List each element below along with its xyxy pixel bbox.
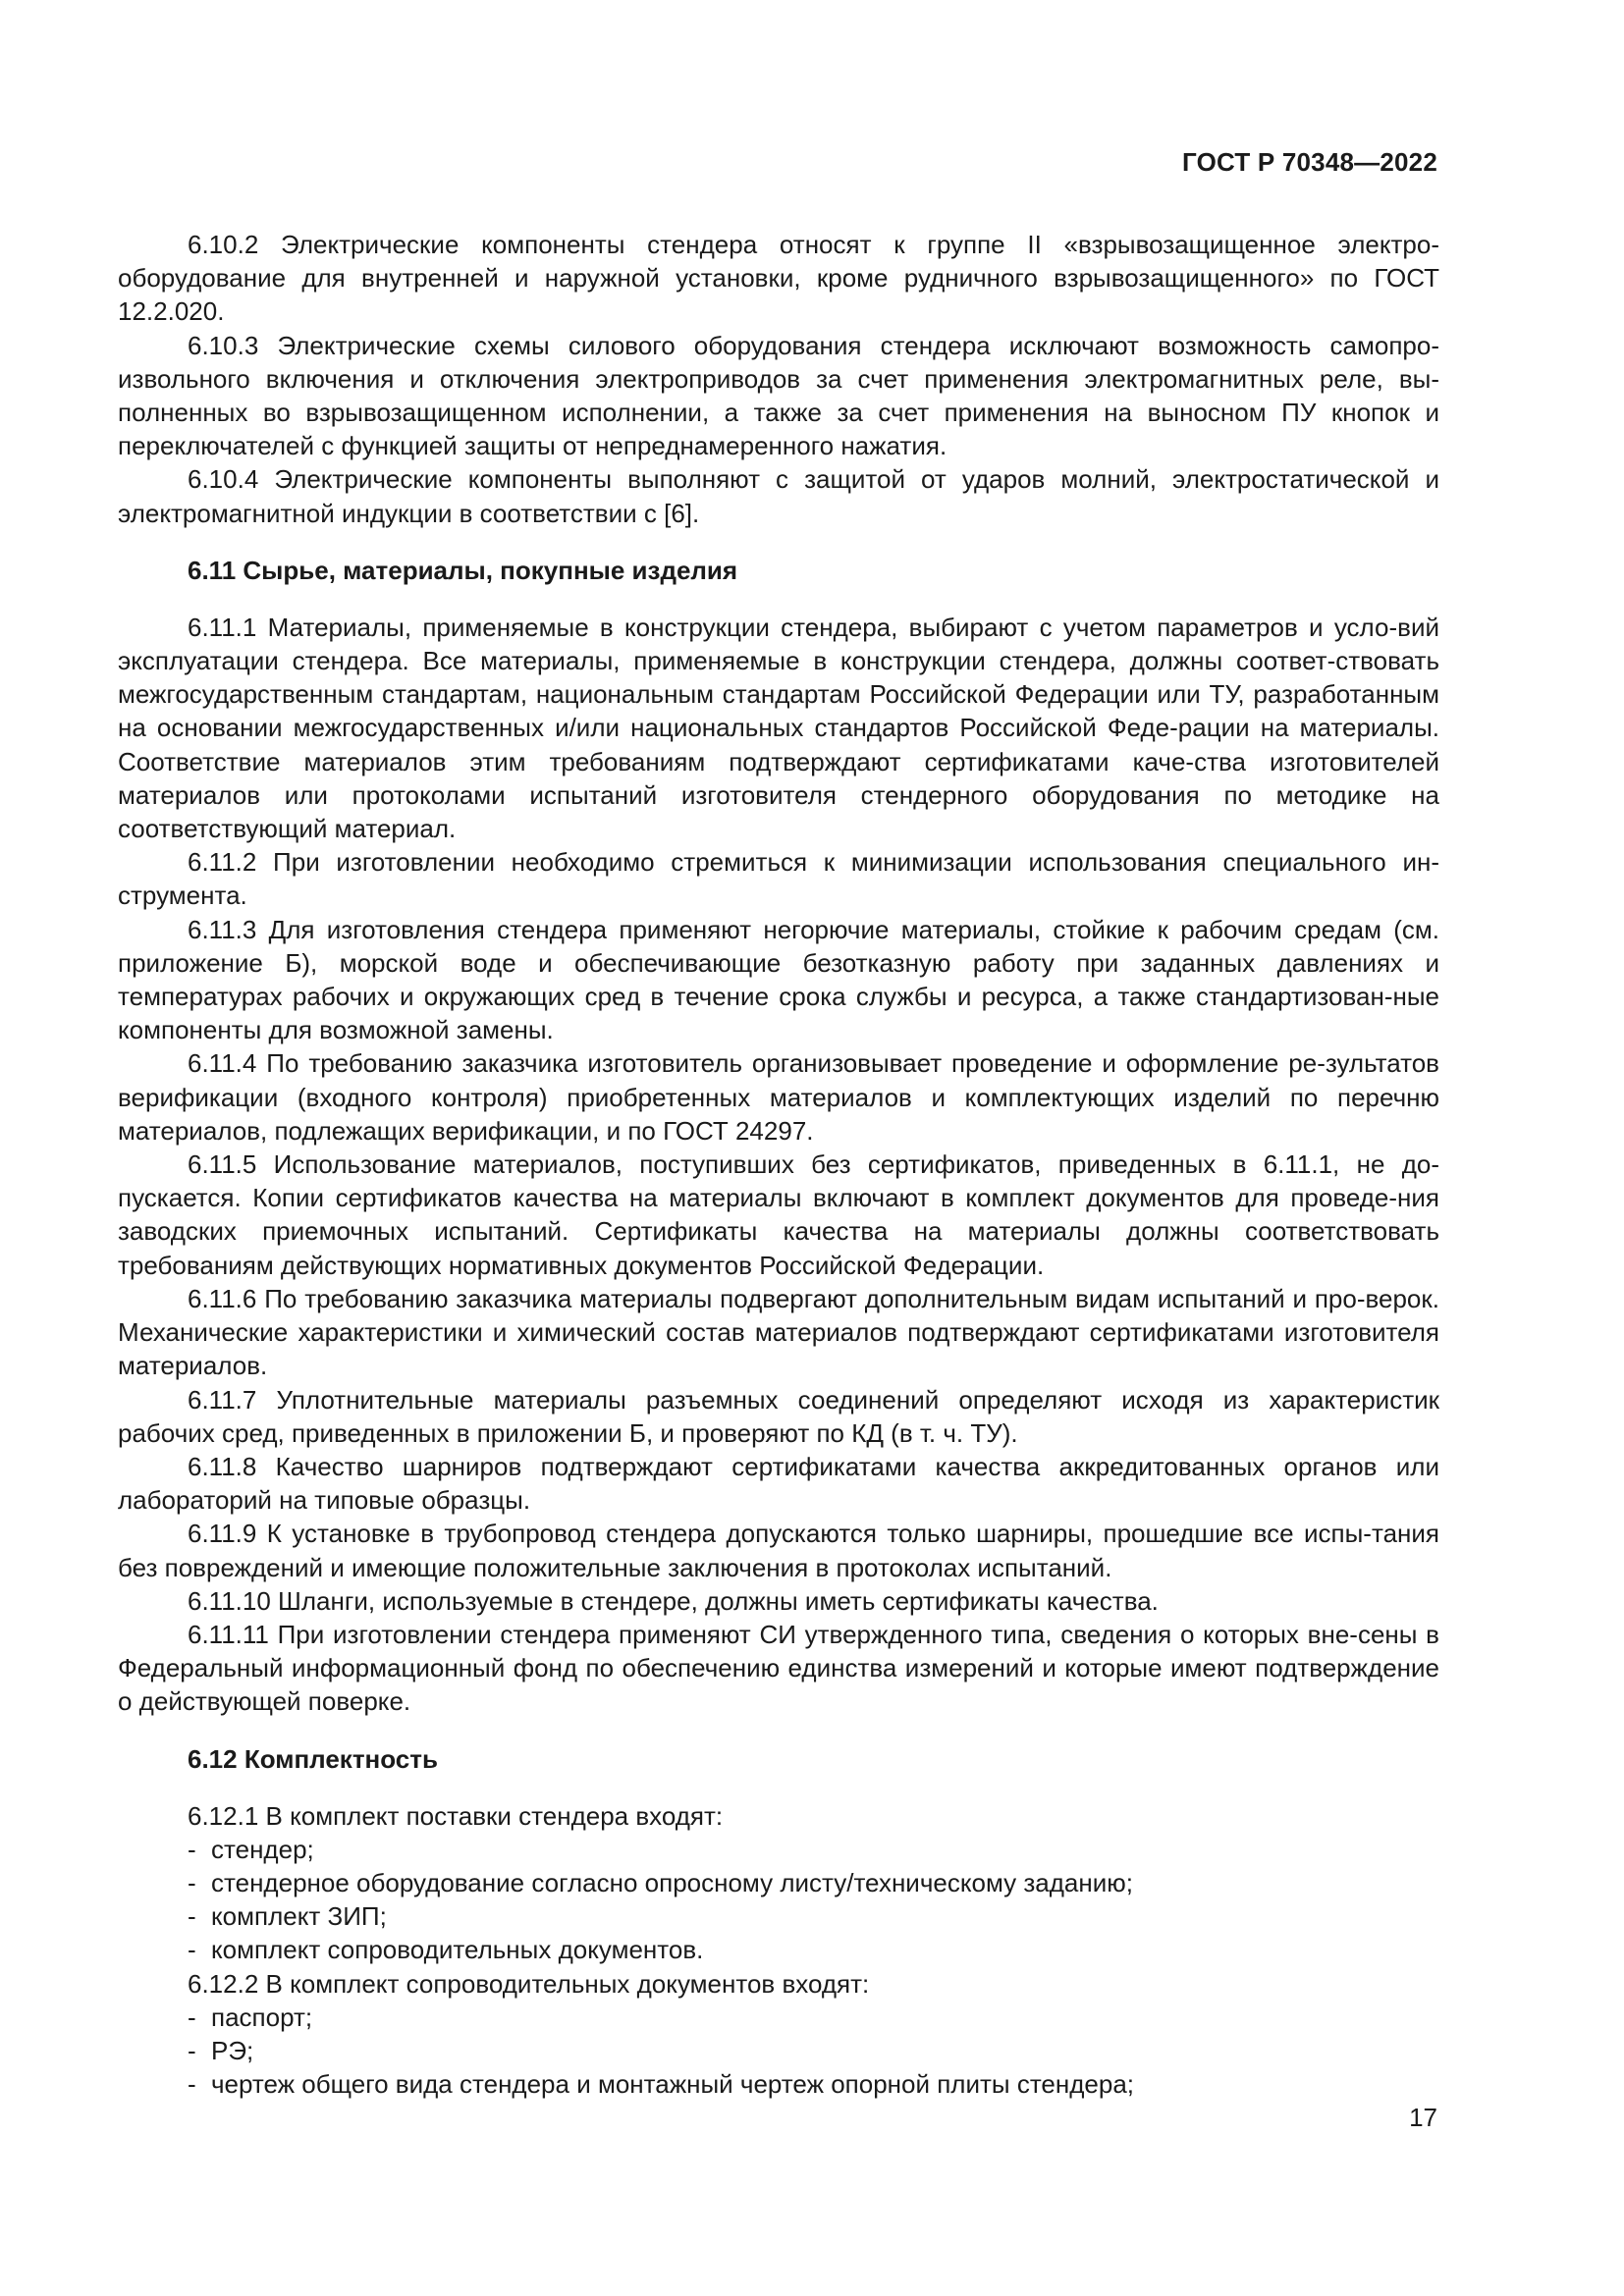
- list-item-text: комплект сопроводительных документов.: [211, 1935, 704, 1965]
- paragraph-6-11-11: 6.11.11 При изготовлении стендера применяют СИ утвержденного типа, сведения о которых вне-сены в Федеральный информационный фонд по обеспечению единства измерений и которые имеют подтверждение о действующей поверке.: [118, 1619, 1439, 1717]
- list-item: [188, 2034, 1439, 2067]
- dash-marker: -: [188, 1901, 196, 1932]
- page-content: [118, 228, 1439, 2101]
- paragraph-6-10-3: 6.10.3 Электрические схемы силового оборудования стендера исключают возможность самопро-извольного включения и отключения электроприводов за счет применения электромагнитных реле, вы-полненных во взрывозащищенном исполнении, а также за счет применения на выносном ПУ кнопок и переключателей с функцией защиты от непреднамеренного нажатия.: [118, 330, 1439, 461]
- list-item: [188, 2067, 1439, 2101]
- list-item: [188, 1899, 1439, 1933]
- list-item-text: паспорт;: [211, 2002, 313, 2032]
- section-heading-6-11: 6.11 Сырье, материалы, покупные изделия: [188, 555, 738, 585]
- list-item-text: РЭ;: [211, 2035, 254, 2065]
- paragraph-6-11-9: 6.11.9 К установке в трубопровод стендера допускаются только шарниры, прошедшие все испы-тания без повреждений и имеющие положительные заключения в протоколах испытаний.: [118, 1519, 1439, 1582]
- paragraph-6-10-2: 6.10.2 Электрические компоненты стендера относят к группе II «взрывозащищенное электро-оборудование для внутренней и наружной установки, кроме рудничного взрывозащищенного» по ГОСТ 12.2.020.: [118, 230, 1439, 327]
- paragraph-6-11-2: 6.11.2 При изготовлении необходимо стремиться к минимизации использования специального ин-струмента.: [118, 847, 1439, 911]
- list-item: [188, 2001, 1439, 2034]
- list-item: [188, 1866, 1439, 1899]
- dash-marker: -: [188, 1867, 196, 1897]
- delivery-set-list: [118, 1833, 1439, 1967]
- dash-marker: -: [188, 1935, 196, 1965]
- paragraph-6-11-10: 6.11.10 Шланги, используемые в стендере, должны иметь сертификаты качества.: [188, 1585, 1159, 1616]
- paragraph-6-12-2: 6.12.2 В комплект сопроводительных документов входят:: [188, 1968, 870, 1999]
- paragraph-6-11-5: 6.11.5 Использование материалов, поступивших без сертификатов, приведенных в 6.11.1, не до-пускается. Копии сертификатов качества на материалы включают в комплект документов для проведе-ния заводских приемочных испытаний. Сертификаты качества на материалы должны соответствовать требованиям действующих нормативных документов Российской Федерации.: [118, 1149, 1439, 1280]
- dash-marker: -: [188, 2069, 196, 2100]
- paragraph-6-10-4: 6.10.4 Электрические компоненты выполняют с защитой от ударов молний, электростатической и электромагнитной индукции в соответствии с [6].: [118, 464, 1439, 528]
- paragraph-6-11-3: 6.11.3 Для изготовления стендера применяют негорючие материалы, стойкие к рабочим средам (см. приложение Б), морской воде и обеспечивающие безотказную работу при заданных давлениях и температурах рабочих и окружающих сред в течение срока службы и ресурса, а также стандартизован-ные компоненты для возможной замены.: [118, 914, 1439, 1045]
- paragraph-6-11-7: 6.11.7 Уплотнительные материалы разъемных соединений определяют исходя из характеристик рабочих сред, приведенных в приложении Б, и проверяют по КД (в т. ч. ТУ).: [118, 1384, 1439, 1448]
- dash-marker: -: [188, 1834, 196, 1864]
- documents-list: [118, 2001, 1439, 2102]
- list-item: [188, 1833, 1439, 1866]
- page-number: 17: [1409, 2103, 1437, 2132]
- paragraph-6-11-4: 6.11.4 По требованию заказчика изготовитель организовывает проведение и оформление ре-зультатов верификации (входного контроля) приобретенных материалов и комплектующих изделий по перечню материалов, подлежащих верификации, и по ГОСТ 24297.: [118, 1048, 1439, 1146]
- paragraph-6-12-1: 6.12.1 В комплект поставки стендера входят:: [188, 1800, 724, 1831]
- document-header-code: ГОСТ Р 70348—2022: [1182, 147, 1437, 177]
- paragraph-6-11-1: 6.11.1 Материалы, применяемые в конструкции стендера, выбирают с учетом параметров и усло-вий эксплуатации стендера. Все материалы, применяемые в конструкции стендера, должны соответ-ствовать межгосударственным стандартам, национальным стандартам Российской Федерации или ТУ, разработанным на основании межгосударственных и/или национальных стандартов Российской Феде-рации на материалы. Соответствие материалов этим требованиям подтверждают сертификатами каче-ства изготовителей материалов или протоколами испытаний изготовителя стендерного оборудования по методике на соответствующий материал.: [118, 612, 1439, 844]
- paragraph-6-11-8: 6.11.8 Качество шарниров подтверждают сертификатами качества аккредитованных органов или лабораторий на типовые образцы.: [118, 1451, 1439, 1516]
- list-item: [188, 1933, 1439, 1966]
- list-item-text: стендерное оборудование согласно опросному листу/техническому заданию;: [211, 1867, 1133, 1897]
- dash-marker: -: [188, 2002, 196, 2032]
- dash-marker: -: [188, 2035, 196, 2065]
- section-heading-6-12: 6.12 Комплектность: [188, 1743, 438, 1774]
- list-item-text: чертеж общего вида стендера и монтажный чертеж опорной плиты стендера;: [211, 2069, 1135, 2100]
- list-item-text: стендер;: [211, 1834, 314, 1864]
- list-item-text: комплект ЗИП;: [211, 1901, 387, 1932]
- paragraph-6-11-6: 6.11.6 По требованию заказчика материалы подвергают дополнительным видам испытаний и про-верок. Механические характеристики и химический состав материалов подтверждают сертификатами изготовителя материалов.: [118, 1283, 1439, 1381]
